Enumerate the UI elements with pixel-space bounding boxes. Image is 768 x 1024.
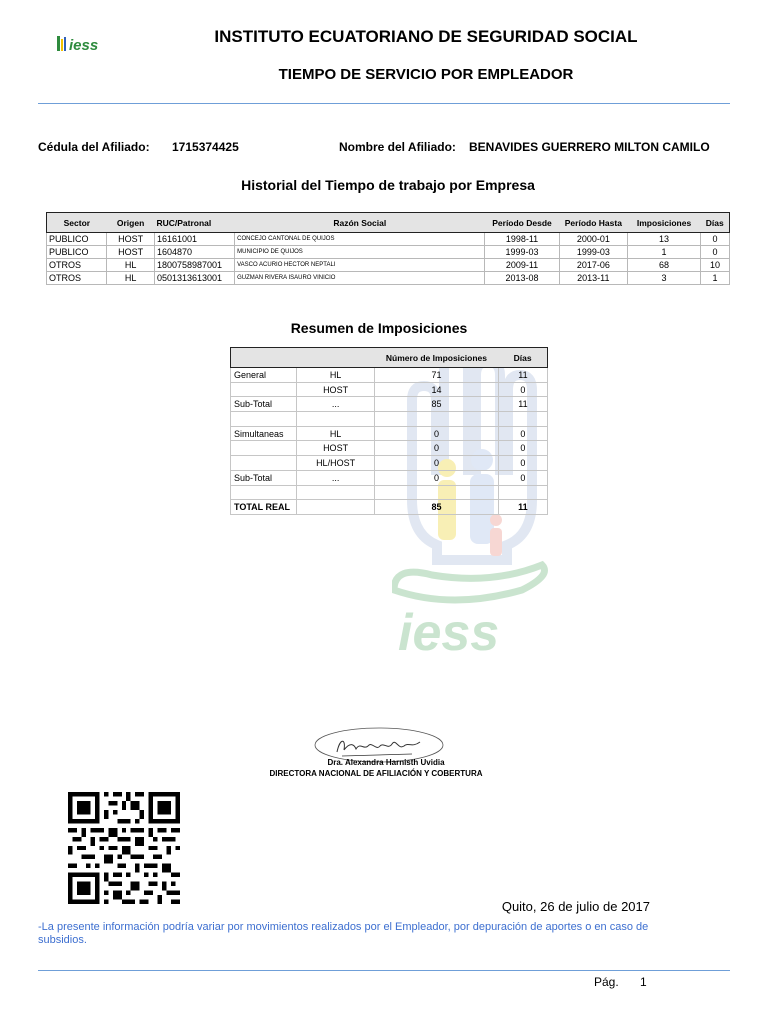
value-dias: 0: [498, 382, 547, 397]
col-sector: Sector: [47, 213, 107, 233]
cell-sector: PUBLICO: [47, 233, 107, 246]
cell-hasta: 2017-06: [559, 259, 628, 272]
cell-ruc: 16161001: [154, 233, 234, 246]
cell-dias: 10: [700, 259, 729, 272]
cell-origen: HOST: [107, 233, 155, 246]
summary-row-subtotal-2: [231, 470, 548, 485]
value-imposiciones: 0: [375, 441, 499, 456]
value-dias: 11: [498, 368, 547, 383]
label-simultaneas: Simultaneas: [231, 426, 297, 441]
label-host: HOST: [297, 441, 375, 456]
value-dias: 0: [498, 470, 547, 485]
label-total-real: TOTAL REAL: [231, 500, 297, 515]
value-imposiciones: 85: [375, 397, 499, 412]
cell-hasta: 1999-03: [559, 246, 628, 259]
table-row: [47, 272, 730, 285]
qr-code: [65, 792, 183, 904]
summary-title: Resumen de Imposiciones: [290, 320, 468, 336]
label-hl: HL: [297, 368, 375, 383]
cell-origen: HL: [107, 259, 155, 272]
affiliate-id-value: 1715374425: [172, 140, 239, 154]
cell-razon-social: MUNICIPIO DE QUIJOS: [235, 246, 485, 259]
value-dias: 0: [498, 426, 547, 441]
page-label: Pág.: [594, 975, 619, 989]
table-row: [47, 233, 730, 246]
col-origen: Origen: [107, 213, 155, 233]
summary-row-subtotal-1: [231, 397, 548, 412]
summary-table: [230, 347, 548, 515]
col-periodo-desde: Período Desde: [485, 213, 559, 233]
label-dots: ...: [297, 470, 375, 485]
summary-row-sim-hlhost: [231, 456, 548, 471]
cell-origen: HOST: [107, 246, 155, 259]
history-header-row: [47, 213, 730, 233]
cell-imposiciones: 1: [628, 246, 701, 259]
cell-razon-social: GUZMAN RIVERA ISAURO VINICIO: [235, 272, 485, 285]
cell-dias: 0: [700, 246, 729, 259]
cell-desde: 2009-11: [485, 259, 559, 272]
cell-sector: OTROS: [47, 259, 107, 272]
cell-hasta: 2013-11: [559, 272, 628, 285]
summary-row-spacer: [231, 412, 548, 427]
cell-ruc: 0501313613001: [154, 272, 234, 285]
page-number: 1: [640, 975, 647, 989]
disclaimer-note: -La presente información podría variar por movimientos realizados por el Empleador, por depuración de aportes o en caso de subsidios.: [38, 921, 649, 946]
affiliate-name-value: BENAVIDES GUERRERO MILTON CAMILO: [469, 140, 710, 154]
value-imposiciones: 71: [375, 368, 499, 383]
value-imposiciones: 14: [375, 382, 499, 397]
cell-desde: 2013-08: [485, 272, 559, 285]
col-imposiciones: Imposiciones: [628, 213, 701, 233]
report-title: TIEMPO DE SERVICIO POR EMPLEADOR: [278, 66, 574, 83]
label-hl-host: HL/HOST: [297, 456, 375, 471]
label-dots: ...: [297, 397, 375, 412]
value-imposiciones: 85: [375, 500, 499, 515]
affiliate-id-label: Cédula del Afiliado:: [38, 140, 150, 154]
signer-role: DIRECTORA NACIONAL DE AFILIACIÓN Y COBERTURA: [269, 769, 483, 778]
label-general: General: [231, 368, 297, 383]
value-imposiciones: 0: [375, 426, 499, 441]
cell-imposiciones: 13: [628, 233, 701, 246]
svg-text:iess: iess: [398, 604, 500, 660]
summary-row-total: [231, 500, 548, 515]
logo-text: iess: [69, 37, 99, 54]
col-periodo-hasta: Período Hasta: [559, 213, 628, 233]
table-row: [47, 259, 730, 272]
summary-row-general-host: [231, 382, 548, 397]
footer-divider: [38, 970, 730, 971]
cell-desde: 1999-03: [485, 246, 559, 259]
cell-dias: 1: [700, 272, 729, 285]
table-row: [47, 246, 730, 259]
label-hl: HL: [297, 426, 375, 441]
label-subtotal: Sub-Total: [231, 397, 297, 412]
cell-imposiciones: 68: [628, 259, 701, 272]
issue-date: Quito, 26 de julio de 2017: [501, 899, 650, 914]
col-dias: Días: [498, 348, 547, 368]
value-dias: 11: [498, 500, 547, 515]
value-dias: 0: [498, 456, 547, 471]
cell-razon-social: VASCO ACURIO HECTOR NEPTALI: [235, 259, 485, 272]
label-subtotal: Sub-Total: [231, 470, 297, 485]
cell-desde: 1998-11: [485, 233, 559, 246]
col-ruc: RUC/Patronal: [154, 213, 234, 233]
cell-ruc: 1604870: [154, 246, 234, 259]
cell-imposiciones: 3: [628, 272, 701, 285]
col-razon-social: Razón Social: [235, 213, 485, 233]
value-dias: 11: [498, 397, 547, 412]
iess-logo: [55, 33, 117, 55]
value-imposiciones: 0: [375, 456, 499, 471]
cell-sector: PUBLICO: [47, 246, 107, 259]
summary-row-spacer: [231, 485, 548, 500]
value-imposiciones: 0: [375, 470, 499, 485]
cell-dias: 0: [700, 233, 729, 246]
col-num-imposiciones: Número de Imposiciones: [375, 348, 499, 368]
cell-ruc: 1800758987001: [154, 259, 234, 272]
cell-sector: OTROS: [47, 272, 107, 285]
header-divider: [38, 103, 730, 104]
cell-razon-social: CONCEJO CANTONAL DE QUIJOS: [235, 233, 485, 246]
affiliate-name-label: Nombre del Afiliado:: [339, 140, 456, 154]
summary-header-row: [231, 348, 548, 368]
cell-origen: HL: [107, 272, 155, 285]
cell-hasta: 2000-01: [559, 233, 628, 246]
value-dias: 0: [498, 441, 547, 456]
institution-name: INSTITUTO ECUATORIANO DE SEGURIDAD SOCIAL: [214, 27, 638, 46]
signer-name: Dra. Alexandra Harnisth Uvidia: [327, 758, 445, 767]
col-dias: Días: [700, 213, 729, 233]
summary-row-sim-host: [231, 441, 548, 456]
history-title: Historial del Tiempo de trabajo por Empresa: [241, 177, 535, 193]
summary-row-general-hl: [231, 368, 548, 383]
label-host: HOST: [297, 382, 375, 397]
summary-row-sim-hl: [231, 426, 548, 441]
history-table: [46, 212, 730, 285]
